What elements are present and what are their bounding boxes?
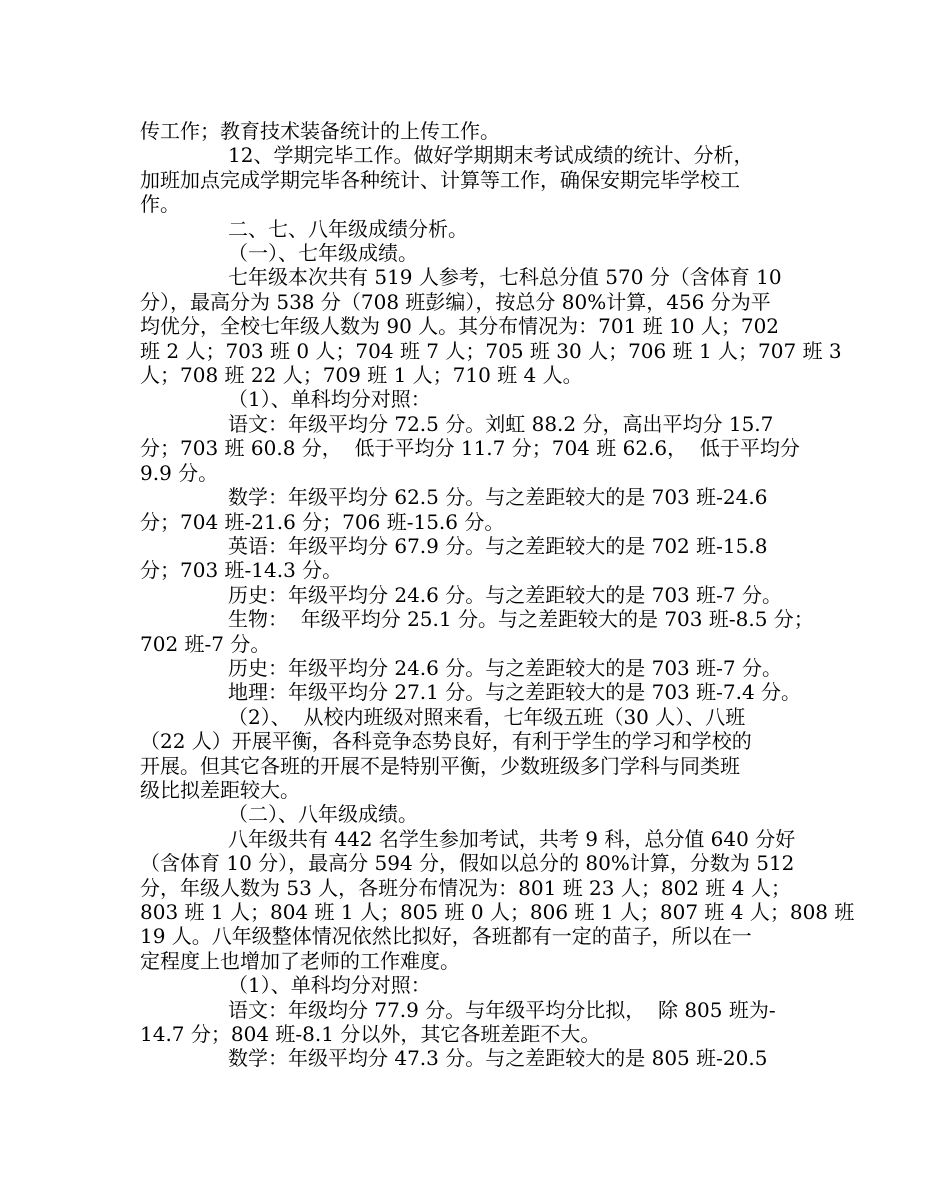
paragraph: [140, 1046, 820, 1070]
text-line: 班 2 人；703 班 0 人；704 班 7 人；705 班 30 人；706 班 1 人；707 班 3: [140, 338, 842, 363]
text-line: 19 人。八年级整体情况依然比拟好，各班都有一定的苗子，所以在一: [140, 924, 752, 949]
text-line: 加班加点完成学期完毕各种统计、计算等工作，确保安期完毕学校工: [140, 167, 740, 192]
paragraph: [140, 412, 820, 485]
text-line: 14.7 分；804 班-8.1 分以外，其它各班差距不大。: [140, 1022, 601, 1047]
paragraph: [140, 607, 820, 656]
text-line: 定程度上也增加了老师的工作难度。: [140, 948, 460, 973]
text-line: 9.9 分。: [140, 460, 219, 485]
paragraph: [140, 119, 820, 143]
paragraph: [140, 802, 820, 826]
text-line: 生物： 年级平均分 25.1 分。与之差距较大的是 703 班-8.5 分；: [228, 607, 814, 632]
text-line: 八年级共有 442 名学生参加考试，共考 9 科，总分值 640 分好: [228, 826, 796, 851]
text-line: 分，年级人数为 53 人，各班分布情况为：801 班 23 人；802 班 4 人；: [140, 875, 791, 900]
paragraph: [140, 973, 820, 997]
text-line: 数学：年级平均分 62.5 分。与之差距较大的是 703 班-24.6: [228, 485, 768, 510]
text-line: 分；703 班 60.8 分， 低于平均分 11.7 分；704 班 62.6， 低于平均分: [140, 436, 800, 461]
document-page: [140, 119, 855, 1071]
text-line: （1）、单科均分对照：: [228, 387, 431, 412]
text-line: 七年级本次共有 519 人参考，七科总分值 570 分（含体育 10: [228, 265, 782, 290]
paragraph: [140, 217, 820, 241]
text-line: 人；708 班 22 人；709 班 1 人；710 班 4 人。: [140, 363, 583, 388]
text-line: 语文：年级均分 77.9 分。与年级平均分比拟， 除 805 班为-: [228, 997, 776, 1022]
paragraph: [140, 656, 820, 680]
paragraph: [140, 265, 842, 388]
text-line: 分；703 班-14.3 分。: [140, 558, 343, 583]
text-line: 英语：年级平均分 67.9 分。与之差距较大的是 702 班-15.8: [228, 533, 768, 558]
paragraph: [140, 680, 820, 704]
paragraph: [140, 485, 820, 534]
text-line: 历史：年级平均分 24.6 分。与之差距较大的是 703 班-7 分。: [228, 582, 782, 607]
paragraph: [140, 705, 820, 803]
text-line: 12、学期完毕工作。做好学期期末考试成绩的统计、分析，: [228, 143, 754, 168]
text-line: 地理：年级平均分 27.1 分。与之差距较大的是 703 班-7.4 分。: [228, 680, 802, 705]
text-line: 分；704 班-21.6 分；706 班-15.6 分。: [140, 509, 505, 534]
text-line: 二、七、八年级成绩分析。: [228, 216, 468, 241]
text-line: 开展。但其它各班的开展不是特别平衡，少数班级多门学科与同类班: [140, 753, 740, 778]
text-line: （22 人）开展平衡，各科竞争态势良好，有利于学生的学习和学校的: [140, 729, 752, 754]
paragraph: [140, 998, 820, 1047]
text-line: 分），最高分为 538 分（708 班彭编），按总分 80%计算，456 分为平: [140, 289, 771, 314]
text-line: 803 班 1 人；804 班 1 人；805 班 0 人；806 班 1 人；807 班 4 人；808 班: [140, 900, 855, 924]
paragraph: [140, 387, 820, 411]
text-line: （二）、八年级成绩。: [228, 802, 418, 827]
text-line: （一）、七年级成绩。: [228, 241, 418, 266]
text-line: 作。: [140, 192, 180, 217]
text-line: 级比拟差距较大。: [140, 777, 300, 802]
text-line: 702 班-7 分。: [140, 631, 271, 656]
paragraph: [140, 534, 820, 583]
text-line: 历史：年级平均分 24.6 分。与之差距较大的是 703 班-7 分。: [228, 655, 782, 680]
paragraph: [140, 583, 820, 607]
paragraph: [140, 241, 820, 265]
text-line: 语文：年级平均分 72.5 分。刘虹 88.2 分，高出平均分 15.7: [228, 411, 774, 436]
text-line: 传工作；教育技术装备统计的上传工作。: [140, 119, 500, 143]
text-line: （1）、单科均分对照：: [228, 973, 431, 998]
text-line: 均优分，全校七年级人数为 90 人。其分布情况为：701 班 10 人；702: [140, 314, 780, 339]
paragraph: [140, 826, 855, 973]
text-line: （2）、 从校内班级对照来看，七年级五班（30 人）、八班: [228, 704, 746, 729]
text-line: 数学：年级平均分 47.3 分。与之差距较大的是 805 班-20.5: [228, 1046, 768, 1071]
text-line: （含体育 10 分），最高分 594 分，假如以总分的 80%计算，分数为 512: [140, 851, 795, 876]
paragraph: [140, 143, 820, 216]
